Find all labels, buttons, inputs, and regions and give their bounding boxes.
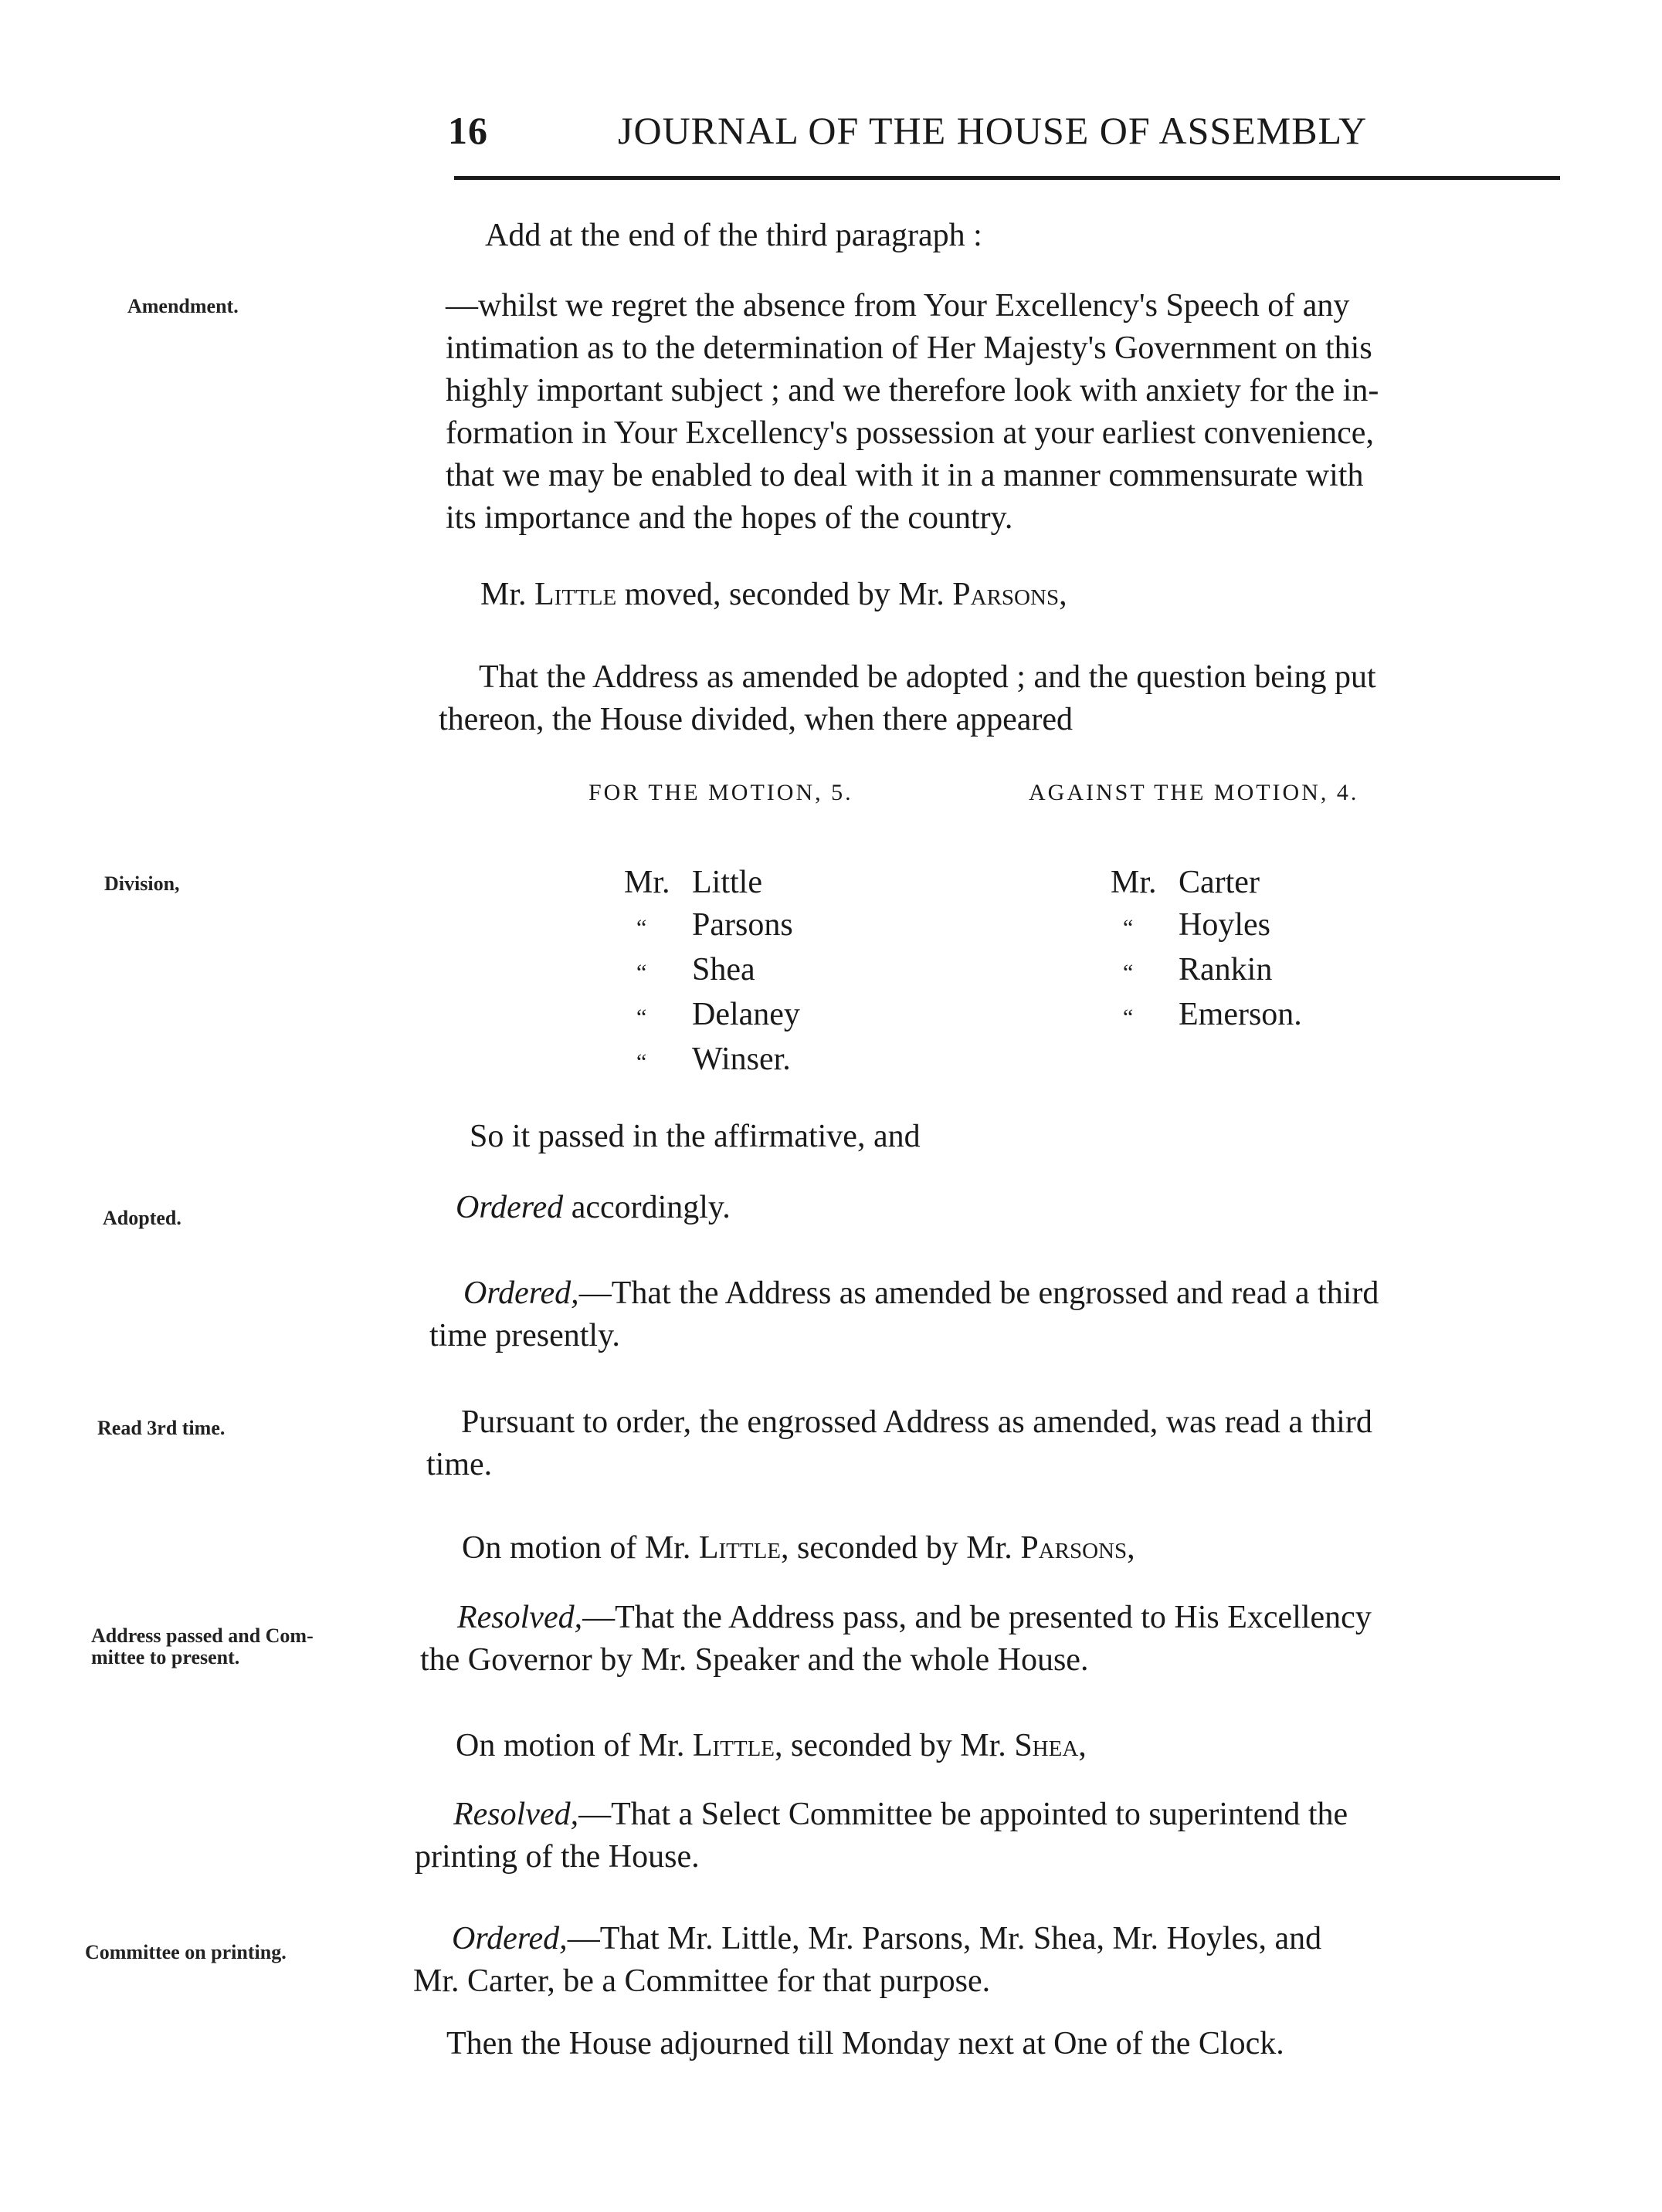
motion-end: , [1127,1530,1135,1566]
motion-line-2 [456,1725,1087,1767]
pursuant-line-2: time. [426,1447,493,1482]
resolved-word: Resolved, [457,1600,583,1635]
motion-mid: , seconded by Mr. [775,1728,1015,1763]
that-address-line-2: thereon, the House divided, when there appeared [439,702,1074,737]
vote-name: Emerson. [1179,997,1302,1032]
ordered-engross-line-2: time presently. [429,1318,620,1353]
vote-prefix: Mr. [1111,865,1157,900]
ordered-rest: —That the Address as amended be engrossed and read a third [578,1275,1379,1311]
ordered-committee-line-1 [452,1918,1321,1960]
vote-prefix: “ [636,960,647,985]
moved-mid: moved, seconded by Mr. [616,577,953,612]
vote-name: Carter [1179,865,1260,900]
margin-note-address-passed-2: mittee to present. [91,1646,240,1668]
resolved-word: Resolved, [453,1797,579,1832]
ordered-word: Ordered, [463,1275,579,1311]
vote-prefix: “ [1123,915,1134,940]
header-rule [454,176,1560,180]
amendment-line: highly important subject ; and we therefore look with anxiety for the in- [446,373,1379,408]
ordered-accordingly-line [456,1187,731,1229]
motion-pre: On motion of Mr. [456,1728,693,1763]
vote-prefix: “ [636,1004,647,1030]
margin-note-division: Division, [104,872,180,895]
pursuant-line-1: Pursuant to order, the engrossed Address as amended, was read a third [461,1404,1372,1440]
amendment-text [446,285,1379,540]
ordered-rest: —That Mr. Little, Mr. Parsons, Mr. Shea, Mr. Hoyles, and [567,1921,1322,1956]
add-at-end-line: Add at the end of the third paragraph : [485,218,982,253]
margin-note-read-3rd: Read 3rd time. [97,1417,226,1439]
mover-name: Little [534,577,617,612]
vote-prefix: Mr. [624,865,670,900]
vote-entry [624,1038,800,1083]
vote-entry [1111,904,1302,949]
seconder-name: Shea [1014,1728,1079,1763]
motion-end: , [1078,1728,1087,1763]
mover-name: Little [692,1728,775,1763]
amendment-line: its importance and the hopes of the country. [446,500,1013,536]
so-passed-line: So it passed in the affirmative, and [470,1119,921,1154]
amendment-line: —whilst we regret the absence from Your Excellency's Speech of any [446,288,1350,324]
ordered-committee-line-2: Mr. Carter, be a Committee for that purpose. [413,1963,991,1999]
against-motion-heading: AGAINST THE MOTION, 4. [1029,780,1359,805]
amendment-line: that we may be enabled to deal with it in a manner commensurate with [446,458,1364,493]
amendment-line: formation in Your Excellency's possession at your earliest convenience, [446,415,1374,451]
vote-name: Hoyles [1179,907,1270,943]
motion-pre: On motion of Mr. [462,1530,699,1566]
that-address-line-1: That the Address as amended be adopted ; and the question being put [479,659,1376,695]
vote-name: Winser. [692,1042,791,1077]
margin-note-committee-printing: Committee on printing. [85,1941,287,1963]
vote-entry [624,949,800,994]
page-number: 16 [448,109,488,152]
vote-entry [624,904,800,949]
resolved-committee-line-1 [453,1794,1348,1836]
adjourned-line: Then the House adjourned till Monday next at One of the Clock. [446,2026,1284,2061]
mover-name: Little [698,1530,782,1566]
vote-name: Parsons [692,907,793,943]
ordered-engross-line-1 [463,1272,1379,1315]
vote-prefix: “ [1123,1004,1134,1030]
margin-note-adopted: Adopted. [103,1207,181,1229]
for-votes-list [624,862,800,1083]
resolved-committee-line-2: printing of the House. [415,1839,700,1875]
vote-entry [1111,994,1302,1038]
moved-mr: Mr. [480,577,535,612]
vote-prefix: “ [1123,960,1134,985]
seconder-name: Parsons [1020,1530,1128,1566]
resolved-address-line-2: the Governor by Mr. Speaker and the whole House. [420,1642,1089,1678]
for-motion-heading: FOR THE MOTION, 5. [588,780,853,805]
against-votes-list [1111,862,1302,1038]
vote-prefix: “ [636,915,647,940]
seconder-name: Parsons [952,577,1060,612]
moved-line [480,574,1067,616]
resolved-rest: —That a Select Committee be appointed to superintend the [578,1797,1348,1832]
vote-entry [624,994,800,1038]
resolved-address-line-1 [457,1597,1372,1639]
vote-prefix: “ [636,1049,647,1075]
vote-entry [624,862,800,904]
vote-name: Delaney [692,997,800,1032]
ordered-word: Ordered, [452,1921,568,1956]
vote-name: Shea [692,952,755,987]
amendment-line: intimation as to the determination of Her Majesty's Government on this [446,330,1372,366]
vote-name: Rankin [1179,952,1273,987]
vote-entry [1111,862,1302,904]
resolved-rest: —That the Address pass, and be presented to His Excellency [582,1600,1372,1635]
motion-mid: , seconded by Mr. [781,1530,1021,1566]
moved-end: , [1059,577,1067,612]
ordered-rest: accordingly. [563,1190,731,1225]
ordered-word: Ordered [456,1190,564,1225]
motion-line-1 [462,1527,1135,1570]
running-head: JOURNAL OF THE HOUSE OF ASSEMBLY [618,109,1368,152]
page-header [448,108,1560,162]
margin-note-address-passed-1: Address passed and Com- [91,1624,314,1647]
vote-entry [1111,949,1302,994]
vote-name: Little [692,865,762,900]
margin-note-amendment: Amendment. [127,295,239,317]
